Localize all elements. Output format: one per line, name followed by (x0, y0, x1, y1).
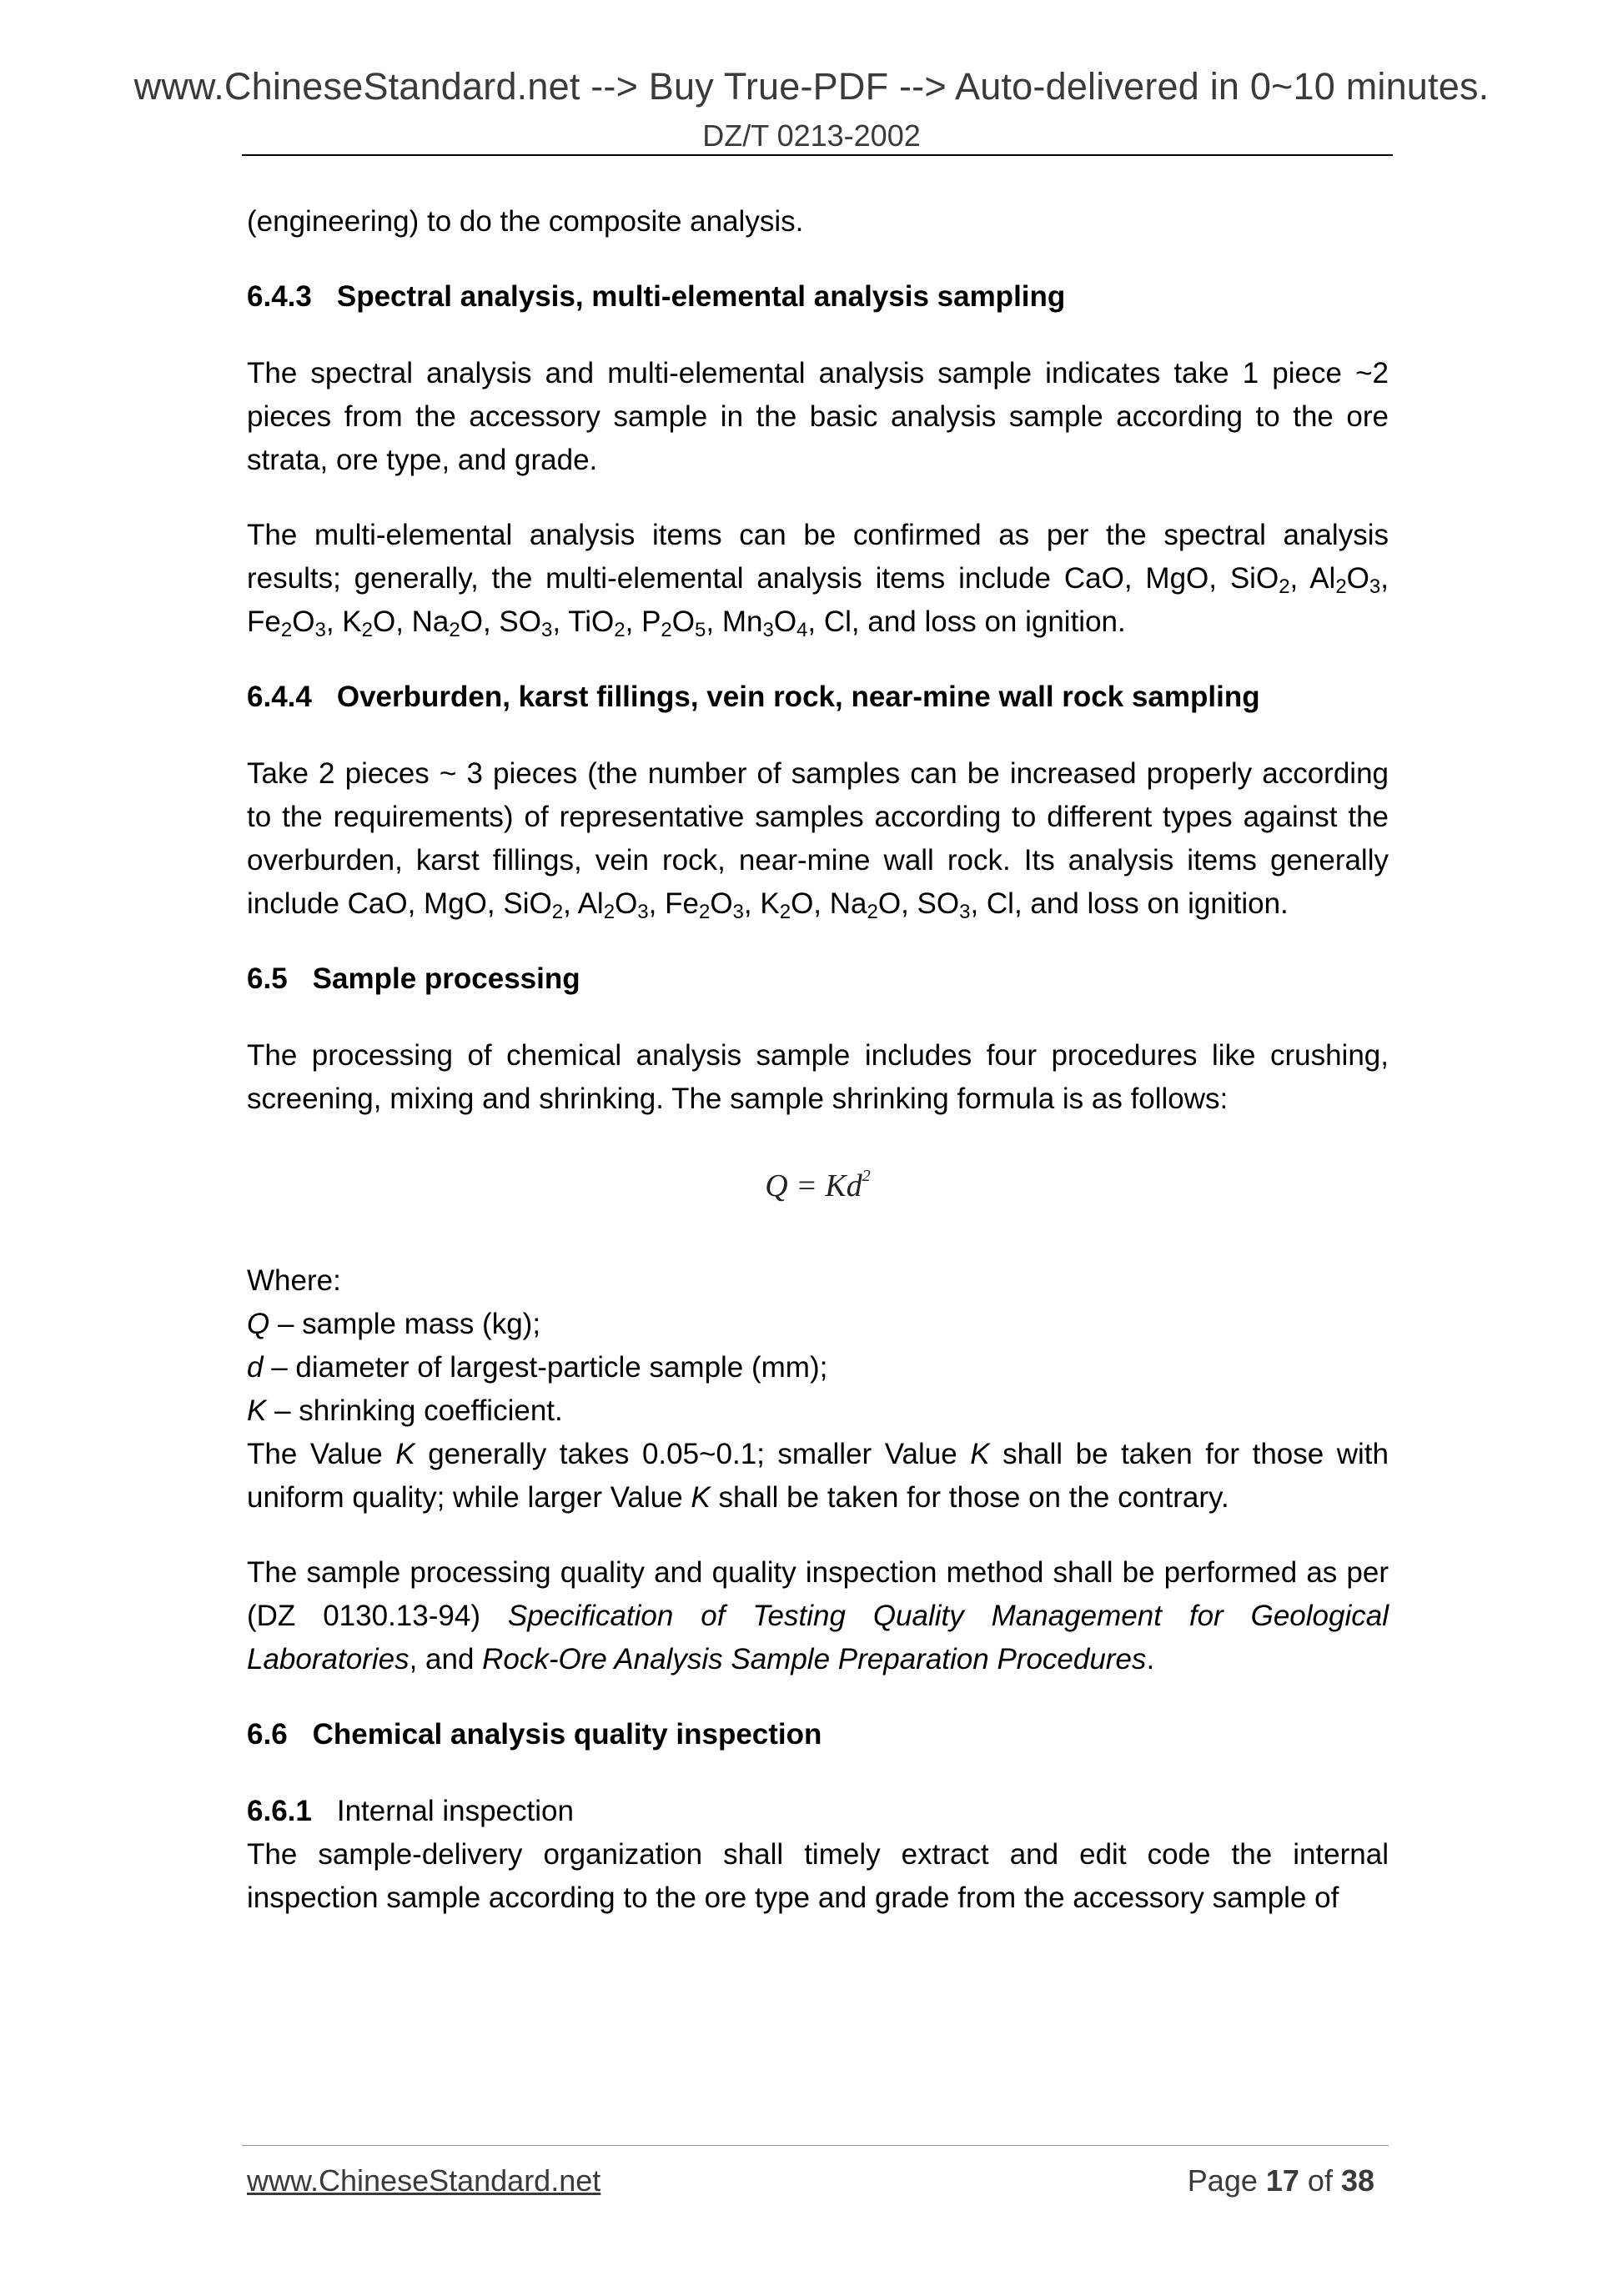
section-6-6-1-heading (247, 1790, 1389, 1833)
paragraph: The sample-delivery organization shall timely extract and edit code the internal inspection sample according to the ore type and grade from the accessory sample of (247, 1838, 1389, 1914)
where-label: Where: (247, 1264, 341, 1297)
paragraph: The Value K generally takes 0.05~0.1; smaller Value K shall be taken for those with uniform quality; while larger Value K shall be taken for those on the contrary. (247, 1438, 1389, 1514)
paragraph: The multi-elemental analysis items can be confirmed as per the spectral analysis results; generally, the multi-elemental analysis items include CaO, MgO, SiO$_2$, $Al_2O_3$, $Fe_2O_3$, $K_2O$, $Na_2O$, $SO_3$, TiO$_2$, $P_2O_5$, $Mn_3O_4$, Cl, and loss on ignition. (247, 519, 1389, 641)
section-6-6-heading (247, 1713, 1389, 1756)
paragraph: The spectral analysis and multi-elemental analysis sample indicates take 1 piece ~2 pieces from the accessory sample in the basic analysis sample according to the ore strata, ore type, and grade. (247, 357, 1389, 476)
section-number: 6.6.1 (247, 1795, 312, 1827)
header-banner: www.ChineseStandard.net --> Buy True-PDF --> Auto-delivered in 0~10 minutes. (133, 65, 1490, 108)
footer-divider (242, 2145, 1389, 2146)
header-divider (242, 154, 1393, 156)
section-title: Overburden, karst fillings, vein rock, near-mine wall rock sampling (336, 681, 1260, 713)
paragraph: The processing of chemical analysis sample includes four procedures like crushing, screening, mixing and shrinking. The sample shrinking formula is as follows: (247, 1039, 1389, 1115)
section-6-5-heading (247, 957, 1389, 1001)
paragraph: Take 2 pieces ~ 3 pieces (the number of samples can be increased properly according to the requirements) of representative samples according to different types against the overburden, karst fillings, vein rock, near-mine wall rock. Its analysis items generally include CaO, MgO, SiO$_2$, $Al_2O_3$, $Fe_2O_3$, $K_2O$, $Na_2O$, $SO_3$, Cl, and loss on ignition. (247, 757, 1389, 923)
definition-d: d – diameter of largest-particle sample (mm); (247, 1351, 828, 1384)
section-number: 6.6 (247, 1718, 288, 1751)
section-title: Spectral analysis, multi-elemental analysis sampling (336, 280, 1066, 313)
standard-code: DZ/T 0213-2002 (702, 118, 921, 153)
section-6-4-4-heading (247, 676, 1389, 719)
continuation-text: (engineering) to do the composite analysis. (247, 205, 804, 238)
section-title: Sample processing (312, 962, 580, 995)
section-title: Internal inspection (336, 1795, 574, 1827)
paragraph: The sample processing quality and quality inspection method shall be performed as per (DZ 0130.13-94) Specification of Testing Quality Management for Geological Laboratories, and Rock-Ore Analysis Sample Preparation Procedures. (247, 1556, 1389, 1676)
definition-q: Q – sample mass (kg); (247, 1308, 541, 1340)
document-body (247, 200, 1389, 1952)
footer-site-link[interactable]: www.ChineseStandard.net (247, 2163, 601, 2198)
shrinking-formula: $Q = Kd^2$ (765, 1167, 871, 1203)
section-title: Chemical analysis quality inspection (312, 1718, 822, 1751)
section-number: 6.5 (247, 962, 288, 995)
section-6-4-3-heading (247, 275, 1389, 319)
page-indicator: Page 17 of 38 (1187, 2163, 1374, 2198)
section-number: 6.4.3 (247, 280, 312, 313)
definition-k: K – shrinking coefficient. (247, 1394, 563, 1427)
section-number: 6.4.4 (247, 681, 312, 713)
